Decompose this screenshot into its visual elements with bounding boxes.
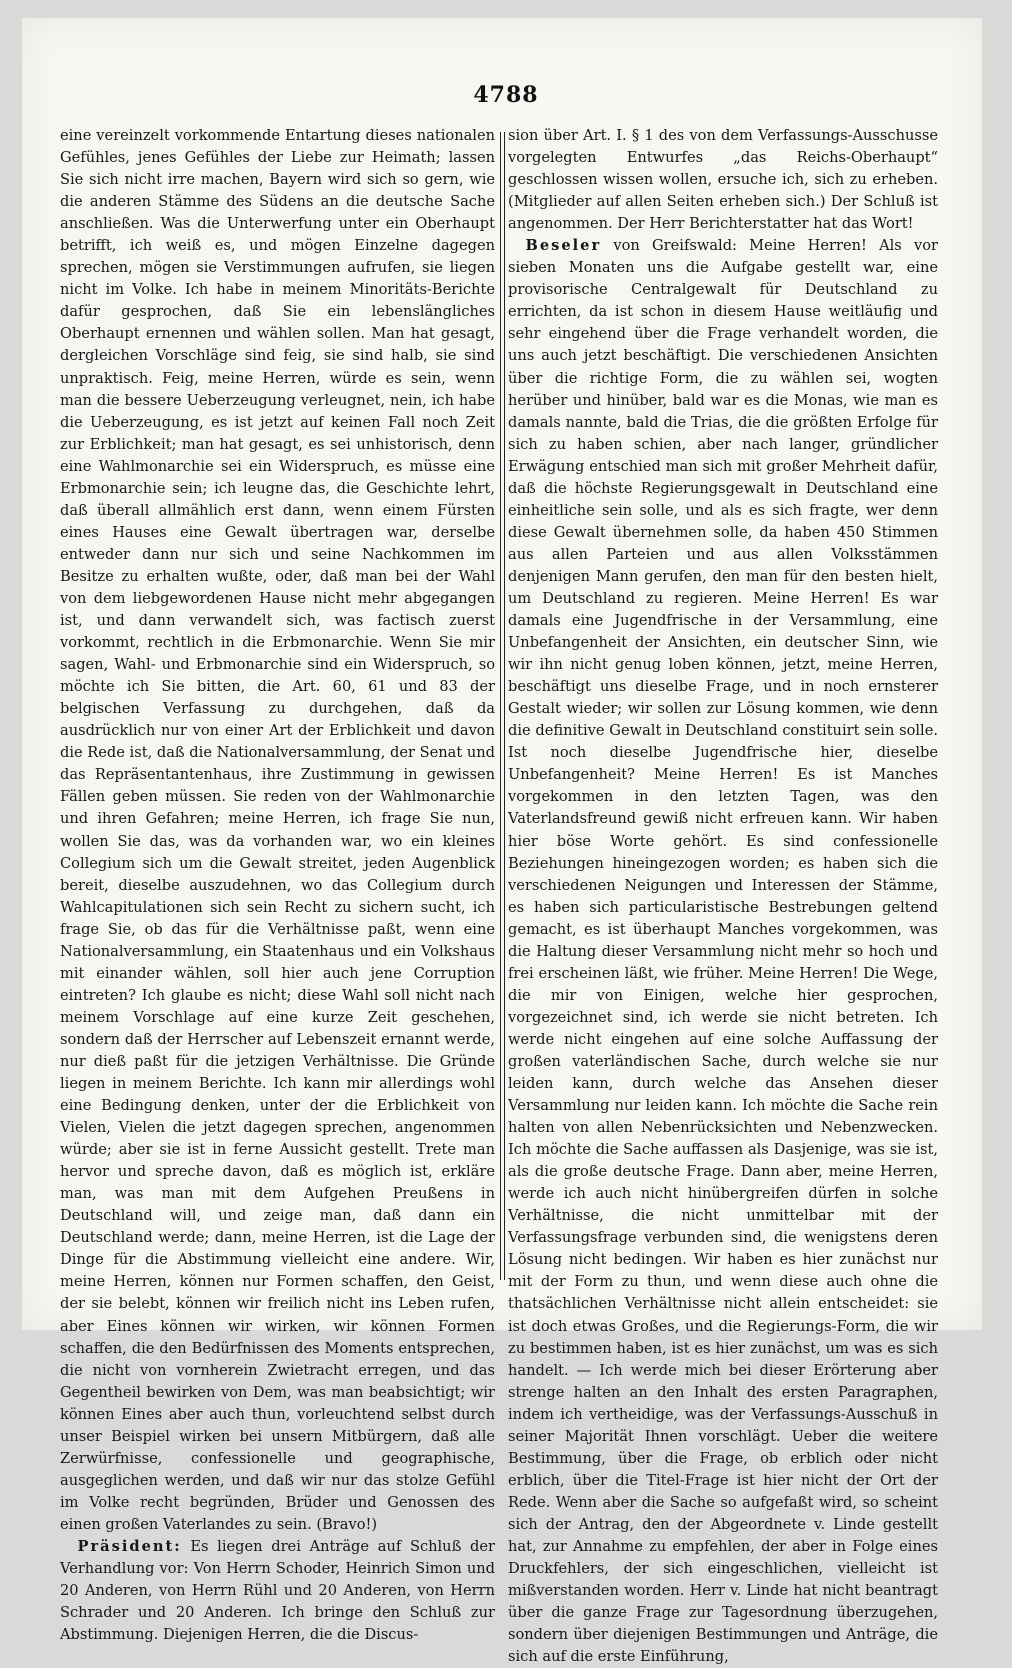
- speaker-beseler: Beseler: [525, 237, 602, 255]
- left-column: [60, 125, 495, 1644]
- column-divider: [500, 132, 505, 1280]
- beseler-text: von Greifswald: Meine Herren! Als vor sieben Monaten uns die Aufgabe gestellt war, eine provisorische Centralgewalt für Deutschland zu errichten, da ist schon in diesem Hause weitläufig und sehr eingehend über die Frage verhandelt worden, die uns auch jetzt beschäftigt. Die verschiedenen Ansichten über die richtige Form, die zu wählen sei, wogten herüber und hinüber, bald war es die Monas, wie man es damals nannte, bald die Trias, die die größten Erfolge für sich zu haben schien, aber nach langer, gründlicher Erwägung entschied man sich mit großer Mehrheit dafür, daß die höchste Regierungsgewalt in Deutschland eine einheitliche sein solle, und als es sich fragte, wer denn diese Gewalt übernehmen solle, da haben 450 Stimmen aus allen Parteien und aus allen Volksstämmen denjenigen Mann gerufen, den man für den besten hielt, um Deutschland zu regieren. Meine Herren! Es war damals eine Jugendfrische in der Versammlung, eine Unbefangenheit der Ansichten, ein deutscher Sinn, wie wir ihn nicht genug loben können, jetzt, meine Herren, beschäftigt uns dieselbe Frage, und in noch ernsterer Gestalt wieder; wir sollen zur Lösung kommen, wie denn die definitive Gewalt in Deutschland constituirt sein solle. Ist noch dieselbe Jugendfrische hier, dieselbe Unbefangenheit? Meine Herren! Es ist Manches vorgekommen in den letzten Tagen, was den Vaterlandsfreund gewiß nicht erfreuen kann. Wir haben hier böse Worte gehört. Es sind confessionelle Beziehungen hineingezogen worden; es haben sich die verschiedenen Neigungen und Interessen der Stämme, es haben sich particularistische Bestrebungen geltend gemacht, es ist überhaupt Manches vorgekommen, was die Haltung dieser Versammlung nicht mehr so hoch und frei erscheinen läßt, wie früher. Meine Herren! Die Wege, die mir von Einigen, welche hier gesprochen, vorgezeichnet sind, ich werde sie nicht betreten. Ich werde nicht eingehen auf eine solche Auffassung der großen vaterländischen Sache, durch welche sie nur leiden kann, durch welche das Ansehen dieser Versammlung nur leiden kann. Ich möchte die Sache rein halten von allen Nebenrücksichten und Nebenzwecken. Ich möchte die Sache auffassen als Dasjenige, was sie ist, als die große deutsche Frage. Dann aber, meine Herren, werde ich auch nicht hinübergreifen dürfen in solche Verhältnisse, die nicht unmittelbar mit der Verfassungsfrage verbunden sind, die wenigstens deren Lösung nicht bedingen. Wir haben es hier zunächst nur mit der Form zu thun, und wenn diese auch ohne die thatsächlichen Verhältnisse nicht allein entscheidet: sie ist doch etwas Großes, und die Regierungs-Form, die wir zu bestimmen haben, ist es hier zunächst, um was es sich handelt. — Ich werde mich bei dieser Erörterung aber strenge halten an den Inhalt des ersten Paragraphen, indem ich vertheidige, was der Verfassungs-Ausschuß in seiner Majorität Ihnen vorschlägt. Ueber die weitere Bestimmung, über die Frage, ob erblich oder nicht erblich, über die Titel-Frage ist hier nicht der Ort der Rede. Wenn aber die Sache so aufgefaßt wird, so scheint sich der Antrag, den der Abgeordnete v. Linde gestellt hat, zur Annahme zu empfehlen, der aber in Folge eines Druckfehlers, der sich eingeschlichen, vielleicht ist mißverstanden worden. Herr v. Linde hat nicht beantragt über die ganze Frage zur Tagesordnung überzugehen, sondern über diejenigen Bestimmungen und Anträge, die sich auf die erste Einführung,: [508, 237, 938, 1666]
- right-paragraph-vote: sion über Art. I. § 1 des von dem Verfassungs-Ausschusse vorgelegten Entwurfes „das Reichs-Oberhaupt“ geschlossen wissen wollen, ersuche ich, sich zu erheben. (Mitglieder auf allen Seiten erheben sich.) Der Schluß ist angenommen. Der Herr Berichterstatter hat das Wort!: [508, 127, 938, 233]
- president-text: Es liegen drei Anträge auf Schluß der Verhandlung vor: Von Herrn Schoder, Heinrich Simon und 20 Anderen, von Herrn Rühl und 20 Anderen, von Herrn Schrader und 20 Anderen. Ich bringe den Schluß zur Abstimmung. Diejenigen Herren, die die Discus-: [60, 1538, 495, 1644]
- right-column: [508, 125, 938, 1666]
- left-paragraph-president: [60, 1536, 495, 1646]
- left-paragraph-speech-end: eine vereinzelt vorkommende Entartung dieses nationalen Gefühles, jenes Gefühles der Liebe zur Heimath; lassen Sie sich nicht irre machen, Bayern wird sich so gern, wie die anderen Stämme des Südens an die deutsche Sache anschließen. Was die Unterwerfung unter ein Oberhaupt betrifft, ich weiß es, und mögen Einzelne dagegen sprechen, mögen sie Verstimmungen aufrufen, sie liegen nicht im Volke. Ich habe in meinem Minoritäts-Berichte dafür gesprochen, daß Sie ein lebenslängliches Oberhaupt ernennen und wählen sollen. Man hat gesagt, dergleichen Vorschläge sind feig, sie sind halb, sie sind unpraktisch. Feig, meine Herren, würde es sein, wenn man die bessere Ueberzeugung verleugnet, nein, ich habe die Ueberzeugung, es ist jetzt auf keinen Fall noch Zeit zur Erblichkeit; man hat gesagt, es sei unhistorisch, denn eine Wahlmonarchie sei ein Widerspruch, es müsse eine Erbmonarchie sein; ich leugne das, die Geschichte lehrt, daß überall allmählich erst dann, wenn einem Fürsten eines Hauses eine Gewalt übertragen war, derselbe entweder dann nur sich und seine Nachkommen im Besitze zu erhalten wußte, oder, daß man bei der Wahl von dem liebgewordenen Hause nicht mehr abgegangen ist, und dann verwandelt sich, was factisch zuerst vorkommt, rechtlich in die Erbmonarchie. Wenn Sie mir sagen, Wahl- und Erbmonarchie sind ein Widerspruch, so möchte ich Sie bitten, die Art. 60, 61 und 83 der belgischen Verfassung zu durchgehen, daß da ausdrücklich nur von einer Art der Erblichkeit und davon die Rede ist, daß die Nationalversammlung, der Senat und das Repräsentantenhaus, ihre Zustimmung in gewissen Fällen geben müssen. Sie reden von der Wahlmonarchie und ihren Gefahren; meine Herren, ich frage Sie nun, wollen Sie das, was da vorhanden war, wo ein kleines Collegium sich um die Gewalt streitet, jeden Augenblick bereit, dieselbe auszudehnen, wo das Collegium durch Wahlcapitulationen sich sein Recht zu sichern sucht, ich frage Sie, ob das für die Verhältnisse paßt, wenn eine Nationalversammlung, ein Staatenhaus und ein Volkshaus mit einander wählen, soll hier auch jene Corruption eintreten? Ich glaube es nicht; diese Wahl soll nicht nach meinem Vorschlage auf eine kurze Zeit geschehen, sondern daß der Herrscher auf Lebenszeit ernannt werde, nur dieß paßt für die jetzigen Verhältnisse. Die Gründe liegen in meinem Berichte. Ich kann mir allerdings wohl eine Bedingung denken, unter der die Erblichkeit von Vielen, Vielen die jetzt dagegen sprechen, angenommen würde; aber sie ist in ferne Aussicht gestellt. Trete man hervor und spreche davon, daß es möglich ist, erkläre man, was man mit dem Aufgehen Preußens in Deutschland will, und zeige man, daß dann ein Deutschland werde; dann, meine Herren, ist die Lage der Dinge für die Abstimmung vielleicht eine andere. Wir, meine Herren, können nur Formen schaffen, den Geist, der sie belebt, können wir freilich nicht ins Leben rufen, aber Eines können wir wirken, wir können Formen schaffen, die den Bedürfnissen des Moments entsprechen, die nicht von vornherein Zwietracht erregen, und das Gegentheil bewirken von Dem, was man beabsichtigt; wir können Eines aber auch thun, vorleuchtend selbst durch unser Beispiel wirken bei unsern Mitbürgern, daß alle Zerwürfnisse, confessionelle und geographische, ausgeglichen werden, und daß wir nur das stolze Gefühl im Volke recht begründen, Brüder und Genossen des einen großen Vaterlandes zu sein. (Bravo!): [60, 127, 495, 1533]
- page-number: 4788: [473, 82, 539, 108]
- speaker-president: Präsident:: [77, 1538, 182, 1555]
- right-paragraph-beseler: [508, 235, 938, 1668]
